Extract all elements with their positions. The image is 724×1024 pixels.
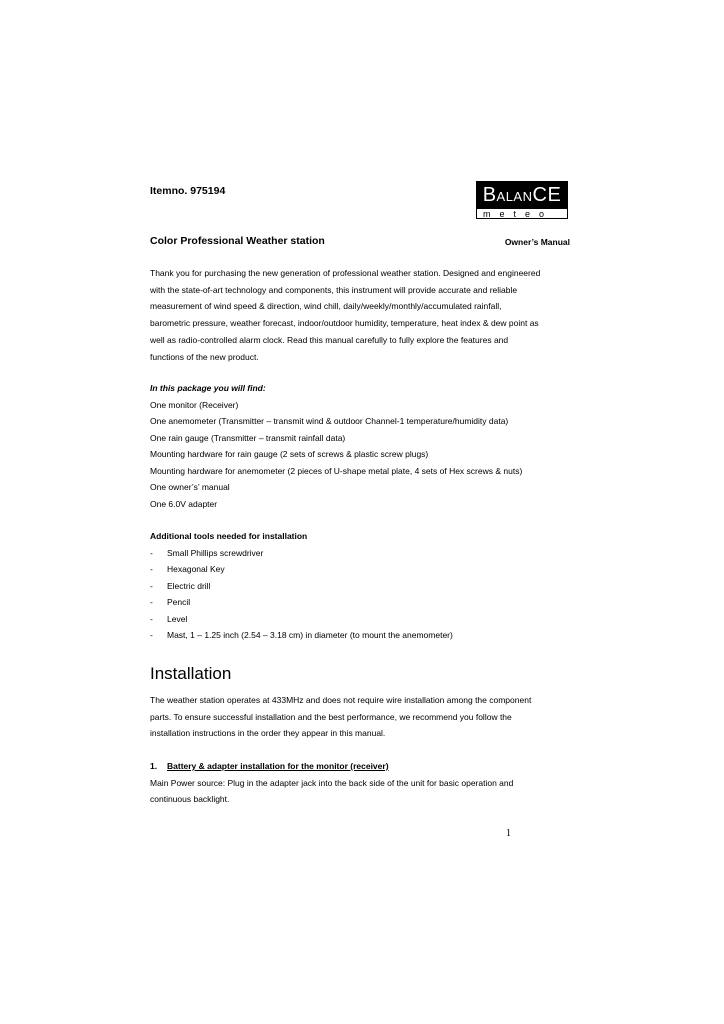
tool-item xyxy=(150,594,580,611)
tool-item xyxy=(150,561,580,578)
intro-line: measurement of wind speed & direction, wind chill, daily/weekly/monthly/accumulated rainfall, xyxy=(150,301,502,312)
package-contents xyxy=(150,380,580,512)
logo-letter-b: B xyxy=(482,184,497,206)
section-line: continuous backlight. xyxy=(150,794,230,804)
intro-line: well as radio-controlled alarm clock. Read this manual carefully to fully explore the features and xyxy=(150,334,509,345)
section-line: Main Power source: Plug in the adapter jack into the back side of the unit for basic operation and xyxy=(150,777,514,788)
bullet-dash: - xyxy=(150,613,153,624)
tool-item-text: Electric drill xyxy=(167,580,211,591)
tool-item xyxy=(150,578,580,595)
bullet-dash: - xyxy=(150,630,153,640)
document-title: Color Professional Weather station xyxy=(150,235,325,247)
document-page xyxy=(150,0,570,1024)
bullet-dash: - xyxy=(150,597,153,607)
title-row xyxy=(150,235,570,247)
package-heading: In this package you will find: xyxy=(150,383,266,393)
page-number: 1 xyxy=(506,828,511,839)
intro-line: functions of the new product. xyxy=(150,351,259,362)
owners-manual-label: Owner’s Manual xyxy=(504,237,570,247)
logo-wordmark xyxy=(476,181,568,209)
intro-line: Thank you for purchasing the new generation of professional weather station. Designed and engineered xyxy=(150,268,541,278)
package-item: One monitor (Receiver) xyxy=(150,399,239,410)
tool-item-text: Small Phillips screwdriver xyxy=(167,547,264,558)
installation-line: parts. To ensure successful installation and the best performance, we recommend you follow the xyxy=(150,711,512,722)
installation-line: installation instructions in the order they appear in this manual. xyxy=(150,728,386,738)
intro-line: barometric pressure, weather forecast, indoor/outdoor humidity, temperature, heat index & dew point as xyxy=(150,318,539,329)
package-item: One anemometer (Transmitter – transmit wind & outdoor Channel-1 temperature/humidity data) xyxy=(150,416,509,426)
logo-subtitle: meteo xyxy=(476,209,568,219)
section-number: 1. xyxy=(150,761,158,771)
section-battery-adapter xyxy=(150,758,570,808)
bullet-dash: - xyxy=(150,547,153,558)
balance-meteo-logo xyxy=(476,181,568,221)
intro-paragraph xyxy=(150,265,578,365)
tool-item-text: Mast, 1 – 1.25 inch (2.54 – 3.18 cm) in diameter (to mount the anemometer) xyxy=(167,630,453,640)
section-heading xyxy=(150,758,570,775)
tools-list xyxy=(150,528,580,644)
bullet-dash: - xyxy=(150,580,153,591)
intro-line: with the state-of-art technology and components, this instrument will provide accurate and reliable xyxy=(150,284,518,295)
tool-item xyxy=(150,611,580,628)
item-number: Itemno. 975194 xyxy=(150,185,226,197)
section-title: Battery & adapter installation for the monitor (receiver) xyxy=(167,761,389,771)
package-item: One rain gauge (Transmitter – transmit rainfall data) xyxy=(150,432,346,443)
package-item: Mounting hardware for anemometer (2 pieces of U-shape metal plate, 4 sets of Hex screws & nuts) xyxy=(150,465,523,476)
package-item: Mounting hardware for rain gauge (2 sets of screws & plastic screw plugs) xyxy=(150,449,429,459)
tool-item-text: Level xyxy=(167,613,188,624)
tools-heading: Additional tools needed for installation xyxy=(150,531,308,541)
installation-heading: Installation xyxy=(150,664,232,683)
tool-item xyxy=(150,627,580,644)
package-item: One 6.0V adapter xyxy=(150,498,218,509)
tool-item xyxy=(150,545,580,562)
logo-letters-end: CE xyxy=(532,184,562,206)
installation-paragraph xyxy=(150,692,570,742)
bullet-dash: - xyxy=(150,564,153,574)
logo-letters-mid: ALAN xyxy=(496,189,533,204)
package-item: One owner’s’ manual xyxy=(150,482,230,492)
tool-item-text: Pencil xyxy=(167,597,191,607)
installation-line: The weather station operates at 433MHz and does not require wire installation among the component xyxy=(150,695,532,705)
tool-item-text: Hexagonal Key xyxy=(167,564,225,574)
